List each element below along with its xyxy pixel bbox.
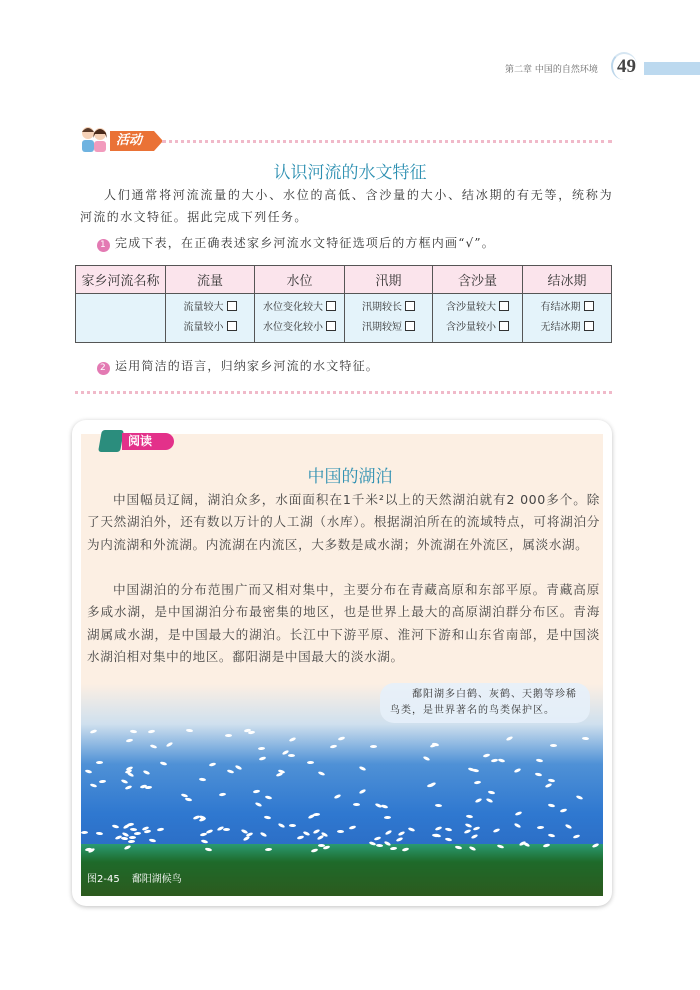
bird [334,794,342,800]
bird [337,736,345,741]
bird [434,803,441,807]
task-1 [97,234,495,252]
reading-tag [100,432,174,451]
bird [493,828,501,833]
activity-tag: 活动 [110,131,154,151]
bird [96,831,103,835]
bird [186,729,193,733]
checkbox[interactable] [499,321,509,331]
kids-icon [78,124,110,154]
bird [423,756,431,762]
task-text: 完成下表，在正确表述家乡河流水文特征选项后的方框内画“√”。 [115,236,495,250]
bird [157,827,164,831]
option-cell [255,294,345,343]
bird [265,795,273,800]
bird [466,815,473,819]
bird [297,835,305,840]
activity-title: 认识河流的水文特征 [273,163,427,183]
river-name-cell[interactable] [76,294,166,343]
bird [288,736,296,742]
bird [81,831,88,834]
bird [359,789,367,795]
bird [96,761,103,764]
bird [376,844,383,848]
magnifier-icon [98,430,124,452]
bird [374,836,382,841]
photo-note-bubble: 鄱阳湖多白鹤、灰鹤、天鹅等珍稀鸟类，是世界著名的鸟类保护区。 [380,683,590,723]
option-label: 汛期较长 [362,302,402,313]
dotted-divider [162,140,612,143]
option-cell [166,294,255,343]
bird [547,833,554,837]
bird [143,770,151,776]
bird [307,761,314,764]
bird [514,823,522,829]
bird [160,761,168,766]
checkbox[interactable] [405,301,415,311]
bird [208,763,216,768]
bird [199,817,207,822]
checkbox[interactable] [499,301,509,311]
bird [550,744,557,747]
bird [219,792,226,796]
bird [133,832,140,836]
bird [548,778,555,782]
bird [475,798,483,804]
col-header: 水位 [255,266,345,294]
bird [544,783,552,789]
bird [258,747,265,751]
checkbox[interactable] [405,321,415,331]
task-number: 1 [97,239,110,252]
bird [112,824,120,829]
reading-tag-label: 阅读 [122,433,174,450]
option-cell [523,294,612,343]
bird [225,734,232,737]
bird [124,785,132,790]
task-2 [97,357,379,375]
bird [121,778,129,783]
header-bar [644,62,700,75]
option-label: 流量较小 [183,322,224,333]
reading-paragraph: 中国幅员辽阔，湖泊众多，水面面积在1千米²以上的天然湖泊就有2 000多个。除了天然湖泊外，还有数以万计的人工湖（水库）。根据湖泊所在的流域特点，可将湖泊分为内流湖和外流湖。内流湖在内流区，大多数是咸水湖；外流湖在外流区，属淡水湖。 [87,492,600,552]
option-cell [433,294,523,343]
bird [130,828,137,832]
bird [445,827,452,831]
table-header-row [76,266,612,294]
bird [149,744,157,749]
bird [381,804,389,809]
bird [253,789,260,793]
option-label: 含沙量较小 [446,322,496,333]
bird [385,829,393,835]
bird [514,767,522,773]
option-label: 含沙量较大 [446,302,496,313]
river-table [75,265,612,343]
bird [384,816,391,819]
bird [348,825,356,830]
reading-title: 中国的湖泊 [307,467,393,487]
bird [90,729,98,734]
bird [472,826,480,831]
option-label: 流量较大 [183,302,224,313]
bird [289,824,296,827]
bird [329,744,336,748]
dotted-divider [75,391,612,394]
bird [308,814,316,820]
figure-number: 图2-45 [87,874,120,885]
checkbox[interactable] [584,301,594,311]
bird [130,729,137,733]
bird [337,830,344,833]
option-label: 无结冰期 [540,322,581,333]
bird [471,834,479,840]
bird [255,802,263,808]
col-header: 汛期 [345,266,433,294]
bird [535,773,543,778]
bird [99,780,106,784]
checkbox[interactable] [326,301,336,311]
bird [206,829,214,834]
page-number: 49 [617,56,636,77]
bird [395,837,403,842]
bird [408,827,416,832]
bird [126,738,133,742]
checkbox[interactable] [326,321,336,331]
bird [353,803,360,806]
bird [85,770,93,775]
reading-paragraph: 中国湖泊的分布范围广而又相对集中，主要分布在青藏高原和东部平原。青藏高原多咸水湖，是中国湖泊分布最密集的地区，也是世界上最大的高原湖泊群分布区。青海湖属咸水湖，是中国最大的湖泊。长江中下游平原、淮河下游和山东省南部，是中国淡水湖泊相对集中的地区。鄱阳湖是中国最大的淡水湖。 [87,582,600,665]
col-header: 流量 [166,266,255,294]
bird [582,736,589,739]
bird [465,823,473,828]
bird [264,847,271,851]
bird [165,741,173,747]
bird [318,771,326,776]
bird [389,846,396,850]
bird [259,831,267,837]
option-cell [345,294,433,343]
bird [317,835,325,841]
option-label: 有结冰期 [540,302,581,313]
bird [288,754,295,757]
bird [145,785,152,789]
bird [89,783,97,788]
checkbox[interactable] [584,321,594,331]
col-header: 结冰期 [523,266,612,294]
bird [227,769,235,774]
bird [576,795,584,800]
bird [444,837,451,841]
checkbox[interactable] [227,301,237,311]
activity-intro: 人们通常将河流流量的大小、水位的高低、含沙量的大小、结冰期的有无等，统称为河流的水文特征。据此完成下列任务。 [80,188,613,224]
bird [537,825,544,829]
bird [359,765,367,771]
bird [278,822,286,828]
bird [398,830,406,836]
checkbox[interactable] [227,321,237,331]
bird [121,836,128,840]
option-label: 水位变化较大 [263,302,323,313]
bird [199,778,206,782]
bird [483,753,491,758]
bird [474,780,481,784]
bird [313,828,321,834]
bird [235,765,243,771]
bird [128,840,135,843]
bird [129,836,136,839]
bird [184,798,192,803]
bird [486,798,494,804]
bird [275,772,283,777]
bird [564,824,572,830]
bird [149,838,156,842]
bird [435,826,443,831]
bird [498,758,506,763]
bird [467,767,475,772]
figure-title: 鄱阳湖候鸟 [131,874,182,885]
col-header: 含沙量 [433,266,523,294]
bird [536,759,543,763]
bird [370,745,377,748]
bird [515,811,523,816]
bird [506,736,514,742]
bird [263,816,270,820]
bird [463,829,471,834]
bird [127,823,134,827]
bird [148,730,155,734]
col-header: 家乡河流名称 [76,266,166,294]
table-row [76,294,612,343]
task-text: 运用简洁的语言，归纳家乡河流的水文特征。 [115,359,380,373]
bird [547,803,555,808]
bird [488,790,495,794]
bird [573,834,581,839]
figure-caption [87,870,182,885]
chapter-title: 第二章 中国的自然环境 [505,65,598,75]
option-label: 汛期较短 [362,322,402,333]
option-label: 水位变化较小 [263,322,323,333]
bird [258,756,266,761]
task-number: 2 [97,362,110,375]
bird [223,828,230,831]
bird [560,808,568,813]
